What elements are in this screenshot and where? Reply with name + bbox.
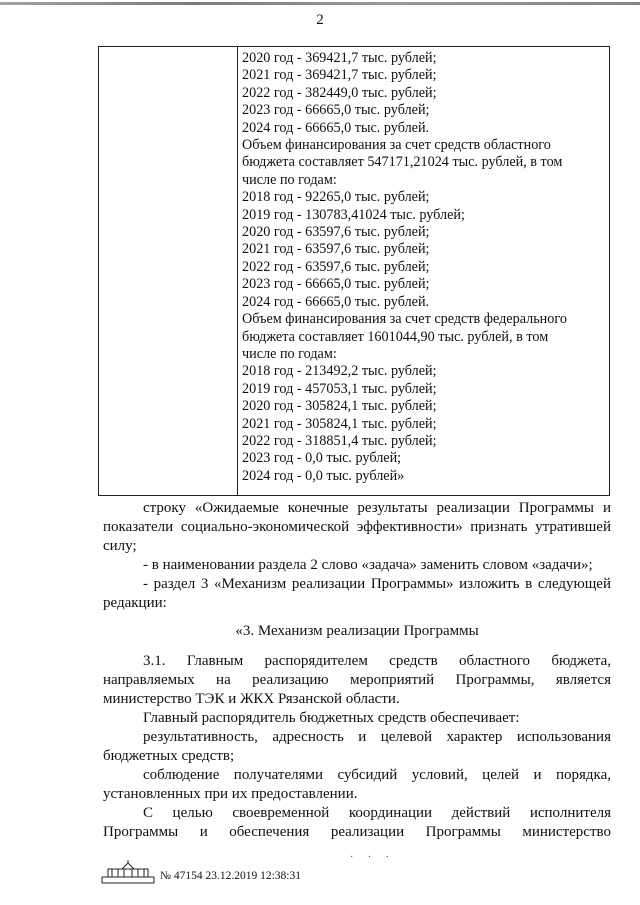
funding-line: 2021 год - 63597,6 тыс. рублей; — [242, 241, 430, 258]
paragraph-line: - раздел 3 «Механизм реализации Программы» изложить в следующей — [143, 576, 611, 592]
funding-line: 2022 год - 318851,4 тыс. рублей; — [242, 432, 437, 449]
funding-line: 2024 год - 66665,0 тыс. рублей. — [242, 293, 430, 310]
paragraph-line: установленных при их предоставлении. — [103, 786, 358, 802]
funding-line: 2019 год - 130783,41024 тыс. рублей; — [242, 206, 465, 223]
funding-line: числе по годам: — [242, 171, 337, 188]
paragraph-line: направляемых на реализацию мероприятий Программы, является — [103, 672, 611, 688]
paragraph-line: редакции: — [103, 595, 167, 611]
table-column-divider — [237, 47, 238, 495]
funding-line: 2023 год - 66665,0 тыс. рублей; — [242, 276, 430, 293]
paragraph-line: силу; — [103, 538, 137, 554]
paragraph-line: Главный распорядитель бюджетных средств обеспечивает: — [143, 710, 520, 726]
paragraph-line: показатели социально-экономической эффективности» признать утратившей — [103, 519, 611, 535]
scan-noise: · · · — [350, 852, 395, 863]
funding-line: бюджета составляет 547171,21024 тыс. рублей, в том — [242, 154, 563, 171]
paragraph-line: - в наименовании раздела 2 слово «задача» заменить словом «задачи»; — [143, 557, 593, 573]
paragraph-line: соблюдение получателями субсидий условий, целей и порядка, — [143, 767, 611, 783]
document-footer — [100, 860, 620, 890]
funding-table — [98, 46, 610, 496]
government-building-emblem-icon — [100, 860, 156, 886]
paragraph-line: бюджетных средств; — [103, 748, 235, 764]
funding-line: 2020 год - 369421,7 тыс. рублей; — [242, 50, 437, 66]
funding-line: 2019 год - 457053,1 тыс. рублей; — [242, 380, 437, 397]
funding-line: 2023 год - 66665,0 тыс. рублей; — [242, 102, 430, 119]
funding-line: бюджета составляет 1601044,90 тыс. рублей, в том — [242, 328, 549, 345]
funding-line: Объем финансирования за счет средств областного — [242, 137, 551, 154]
paragraph-line: строку «Ожидаемые конечные результаты реализации Программы и — [143, 500, 611, 516]
paragraph-line: Программы и обеспечения реализации Программы министерство — [103, 824, 611, 840]
paragraph-line: 3.1. Главным распорядителем средств областного бюджета, — [143, 653, 611, 669]
document-body-continued — [103, 652, 611, 842]
funding-line: 2021 год - 305824,1 тыс. рублей; — [242, 415, 437, 432]
page-number: 2 — [316, 12, 324, 28]
funding-line: 2024 год - 0,0 тыс. рублей» — [242, 467, 405, 484]
paragraph-line: результативность, адресность и целевой характер использования — [143, 729, 611, 745]
funding-line: числе по годам: — [242, 345, 337, 362]
funding-line: 2018 год - 213492,2 тыс. рублей; — [242, 363, 437, 380]
funding-line: 2022 год - 63597,6 тыс. рублей; — [242, 258, 430, 275]
funding-line: 2023 год - 0,0 тыс. рублей; — [242, 450, 402, 467]
section-heading: «3. Механизм реализации Программы — [235, 623, 479, 639]
funding-line: 2021 год - 369421,7 тыс. рублей; — [242, 67, 437, 84]
document-body — [103, 499, 611, 613]
funding-line: 2018 год - 92265,0 тыс. рублей; — [242, 189, 430, 206]
registration-stamp: № 47154 23.12.2019 12:38:31 — [160, 870, 301, 882]
funding-line: 2022 год - 382449,0 тыс. рублей; — [242, 84, 437, 101]
funding-line: Объем финансирования за счет средств федерального — [242, 311, 567, 328]
funding-line: 2020 год - 63597,6 тыс. рублей; — [242, 224, 430, 241]
scan-top-edge — [0, 2, 640, 5]
paragraph-line: министерство ТЭК и ЖКХ Рязанской области. — [103, 691, 400, 707]
paragraph-line: С целью своевременной координации действий исполнителя — [143, 805, 611, 821]
funding-table-right-cell — [242, 50, 608, 485]
funding-line: 2020 год - 305824,1 тыс. рублей; — [242, 398, 437, 415]
funding-line: 2024 год - 66665,0 тыс. рублей. — [242, 119, 430, 136]
